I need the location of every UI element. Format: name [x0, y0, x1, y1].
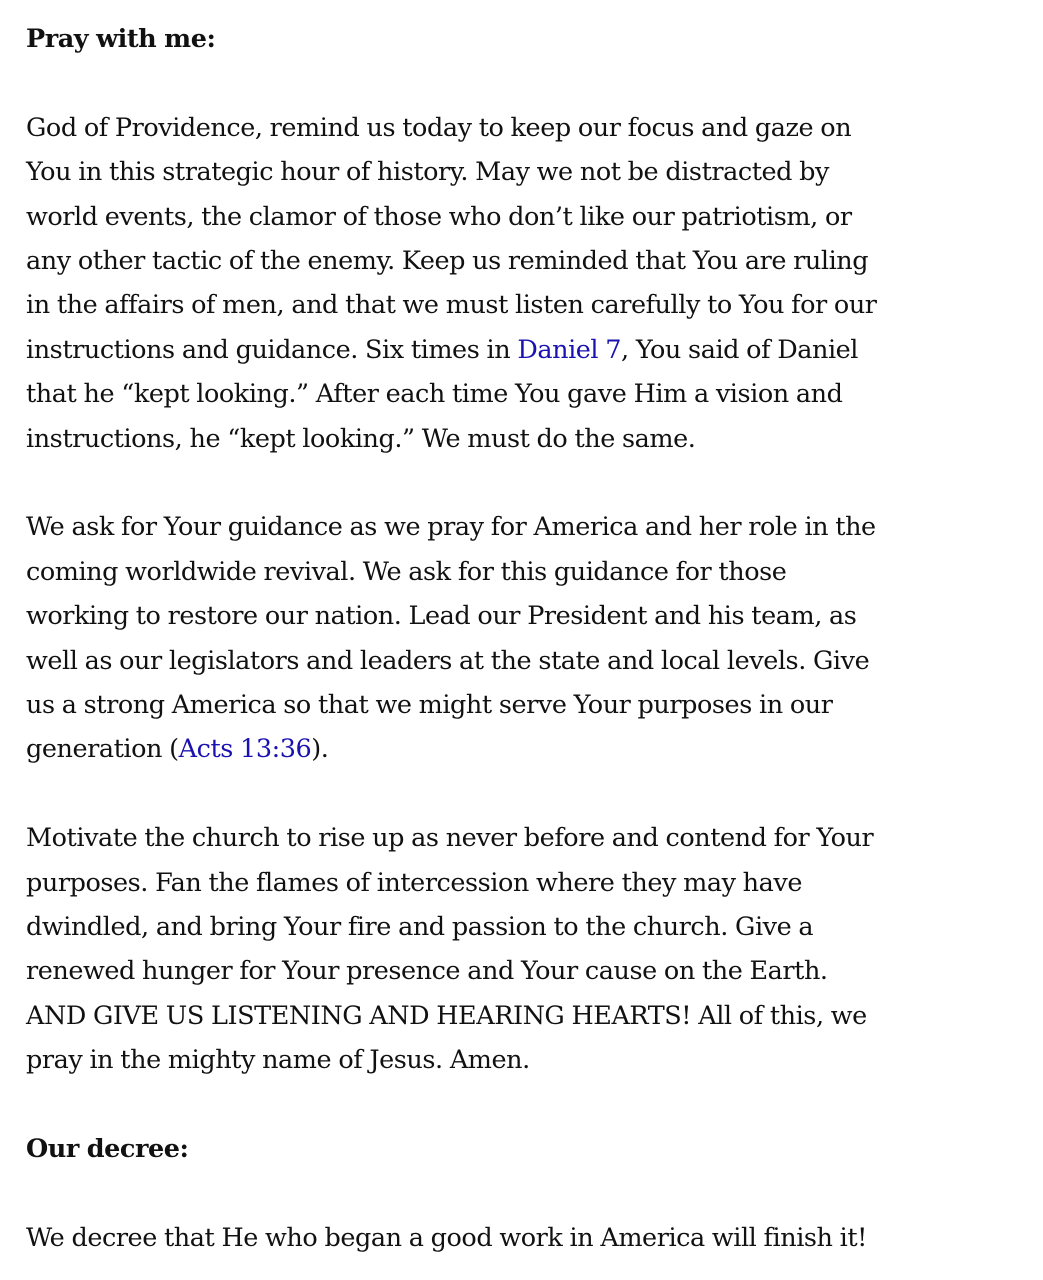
- text-line: We ask for Your guidance as we pray for America and her role in the: [26, 512, 876, 543]
- text-fragment: ).: [311, 734, 329, 765]
- prayer-heading: Pray with me:: [26, 24, 216, 54]
- text-line: dwindled, and bring Your fire and passion to the church. Give a: [26, 912, 814, 943]
- text-line: well as our legislators and leaders at the state and local levels. Give: [26, 645, 870, 676]
- text-line: Motivate the church to rise up as never before and contend for Your: [26, 823, 874, 854]
- spacer: [26, 61, 1026, 105]
- text-fragment: , You said of Daniel: [621, 334, 858, 365]
- text-line: [26, 328, 1026, 372]
- text-line: You in this strategic hour of history. May we not be distracted by: [26, 157, 829, 188]
- text-line: [26, 727, 1026, 771]
- text-line: God of Providence, remind us today to keep our focus and gaze on: [26, 112, 852, 143]
- decree-text: We decree that He who began a good work in America will finish it!: [26, 1222, 867, 1253]
- text-line: us a strong America so that we might serve Your purposes in our: [26, 690, 833, 721]
- spacer: [26, 772, 1026, 816]
- text-line: in the affairs of men, and that we must listen carefully to You for our: [26, 290, 877, 321]
- text-line: coming worldwide revival. We ask for this guidance for those: [26, 556, 787, 587]
- text-fragment: generation (: [26, 734, 179, 765]
- text-fragment: instructions and guidance. Six times in: [26, 334, 518, 365]
- text-line: that he “kept looking.” After each time You gave Him a vision and: [26, 379, 843, 410]
- spacer: [26, 461, 1026, 505]
- article-body: [26, 17, 1026, 1260]
- text-line: renewed hunger for Your presence and Your cause on the Earth.: [26, 956, 828, 987]
- prayer-paragraph-2: [26, 505, 1026, 771]
- text-line: any other tactic of the enemy. Keep us reminded that You are ruling: [26, 246, 869, 277]
- text-line: AND GIVE US LISTENING AND HEARING HEARTS! All of this, we: [26, 1000, 867, 1031]
- text-line: working to restore our nation. Lead our President and his team, as: [26, 601, 857, 632]
- text-line: pray in the mighty name of Jesus. Amen.: [26, 1045, 530, 1076]
- prayer-paragraph-3: [26, 816, 1026, 1082]
- prayer-paragraph-1: [26, 106, 1026, 461]
- spacer: [26, 1083, 1026, 1127]
- decree-heading: Our decree:: [26, 1134, 189, 1165]
- text-line: world events, the clamor of those who don’t like our patriotism, or: [26, 201, 852, 232]
- text-line: purposes. Fan the flames of intercession where they may have: [26, 867, 803, 898]
- spacer: [26, 1172, 1026, 1216]
- text-line: instructions, he “kept looking.” We must do the same.: [26, 423, 696, 454]
- daniel-7-link[interactable]: Daniel 7: [517, 334, 622, 365]
- acts-13-36-link[interactable]: Acts 13:36: [178, 734, 312, 765]
